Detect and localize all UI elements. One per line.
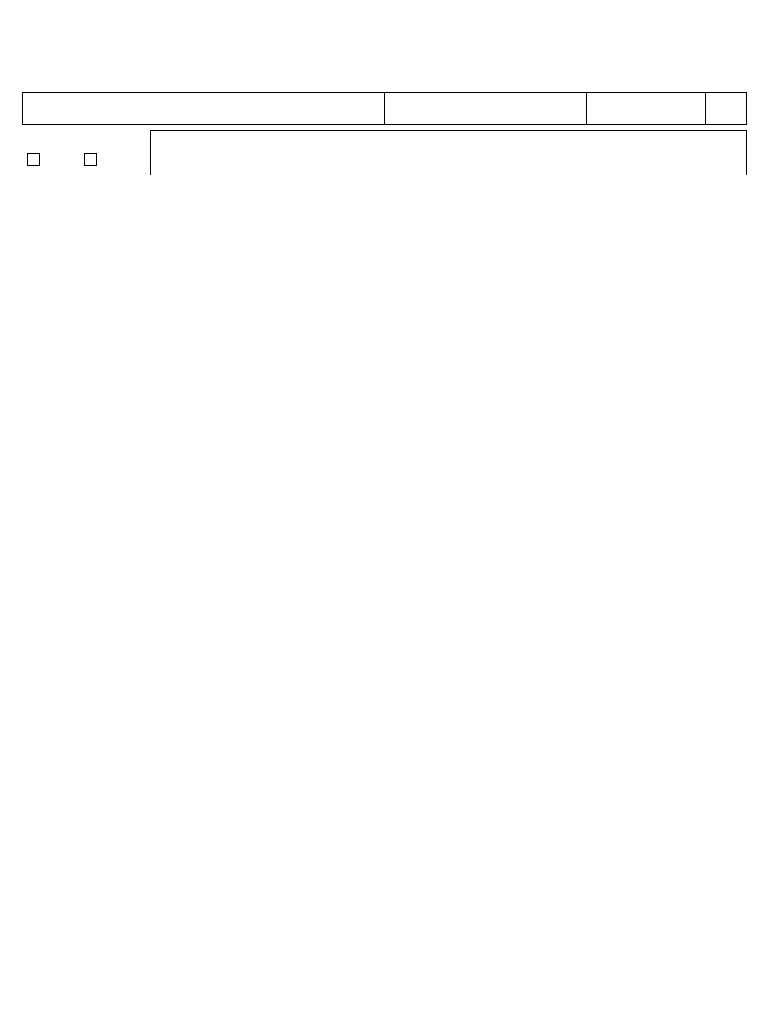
day-header-table bbox=[150, 175, 747, 209]
info-row bbox=[22, 92, 747, 125]
sl-option[interactable] bbox=[84, 153, 98, 166]
week-of-field[interactable] bbox=[706, 93, 746, 124]
place-of-service-field[interactable] bbox=[385, 93, 587, 124]
individual-name-field[interactable] bbox=[23, 93, 385, 124]
instructions-box bbox=[150, 130, 747, 175]
local-case-field[interactable] bbox=[587, 93, 706, 124]
sl-checkbox[interactable] bbox=[84, 153, 97, 166]
rss-checkbox[interactable] bbox=[27, 153, 40, 166]
rss-option[interactable] bbox=[27, 153, 41, 166]
